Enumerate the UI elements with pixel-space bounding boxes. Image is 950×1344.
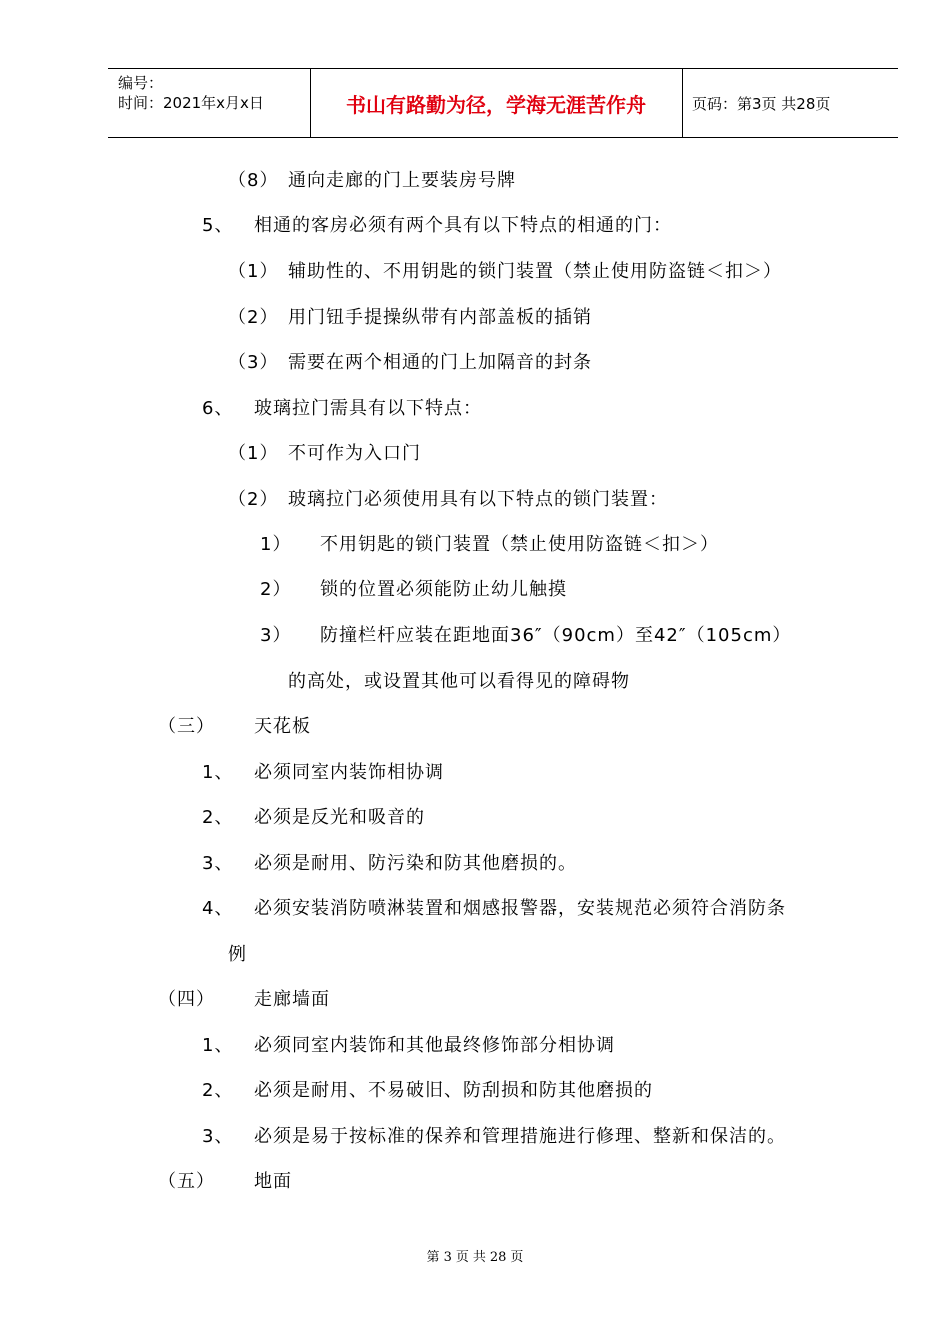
item-text: 辅助性的、不用钥匙的锁门装置（禁止使用防盗链＜扣＞） (288, 261, 782, 282)
item-text: 例 (228, 944, 247, 965)
page-header (108, 68, 898, 138)
header-motto: 书山有路勤为径，学海无涯苦作舟 (346, 93, 646, 117)
section-number: （三） (158, 716, 215, 737)
footer-text: 第 (426, 1250, 440, 1265)
item-number: （8） (228, 170, 279, 191)
footer-total-pages: 28 (489, 1250, 507, 1265)
header-divider (682, 69, 683, 137)
item-text: 必须是反光和吸音的 (254, 807, 425, 828)
item-number: 2、 (202, 807, 234, 828)
item-number: 5、 (202, 215, 234, 236)
item-text: 防撞栏杆应装在距地面36″（90cm）至42″（105cm） (320, 625, 792, 646)
item-number: 2、 (202, 1080, 234, 1101)
item-number: （3） (228, 352, 279, 373)
item-text: 用门钮手提操纵带有内部盖板的插销 (288, 307, 592, 328)
item-number: 2） (260, 579, 292, 600)
item-number: 4、 (202, 898, 234, 919)
footer-text: 页 (510, 1250, 524, 1265)
item-text: 通向走廊的门上要装房号牌 (288, 170, 516, 191)
header-meta (118, 73, 264, 113)
section-number: （五） (158, 1171, 215, 1192)
item-text: 必须是易于按标准的保养和管理措施进行修理、整新和保洁的。 (254, 1126, 786, 1147)
footer-text: 共 (472, 1250, 486, 1265)
item-text: 不可作为入口门 (288, 443, 421, 464)
section-title: 走廊墙面 (254, 989, 330, 1010)
item-text: 玻璃拉门必须使用具有以下特点的锁门装置： (288, 489, 668, 510)
item-number: 6、 (202, 398, 234, 419)
item-text: 相通的客房必须有两个具有以下特点的相通的门： (254, 215, 672, 236)
item-number: 3、 (202, 853, 234, 874)
item-number: 3） (260, 625, 292, 646)
item-text: 玻璃拉门需具有以下特点： (254, 398, 482, 419)
item-text: 锁的位置必须能防止幼儿触摸 (320, 579, 567, 600)
item-number: 1、 (202, 762, 234, 783)
section-title: 天花板 (254, 716, 311, 737)
header-page-label: 页码：第3页 共28页 (692, 95, 831, 113)
item-text: 必须是耐用、不易破旧、防刮损和防其他磨损的 (254, 1080, 653, 1101)
footer-page-number: 3 (443, 1250, 452, 1265)
time-label: 时间：2021年x月x日 (118, 94, 264, 112)
footer-text: 页 (455, 1250, 469, 1265)
item-number: （2） (228, 489, 279, 510)
item-number: （1） (228, 261, 279, 282)
item-number: 3、 (202, 1126, 234, 1147)
page-footer (0, 1246, 950, 1265)
item-number: （1） (228, 443, 279, 464)
section-number: （四） (158, 989, 215, 1010)
item-text: 的高处，或设置其他可以看得见的障碍物 (288, 671, 630, 692)
item-text: 不用钥匙的锁门装置（禁止使用防盗链＜扣＞） (320, 534, 719, 555)
item-number: 1） (260, 534, 292, 555)
item-text: 必须同室内装饰相协调 (254, 762, 444, 783)
item-text: 必须同室内装饰和其他最终修饰部分相协调 (254, 1035, 615, 1056)
item-number: 1、 (202, 1035, 234, 1056)
section-title: 地面 (254, 1171, 292, 1192)
item-text: 必须是耐用、防污染和防其他磨损的。 (254, 853, 577, 874)
code-label: 编号： (118, 74, 164, 92)
item-text: 需要在两个相通的门上加隔音的封条 (288, 352, 592, 373)
item-number: （2） (228, 307, 279, 328)
item-text: 必须安装消防喷淋装置和烟感报警器，安装规范必须符合消防条 (254, 898, 786, 919)
